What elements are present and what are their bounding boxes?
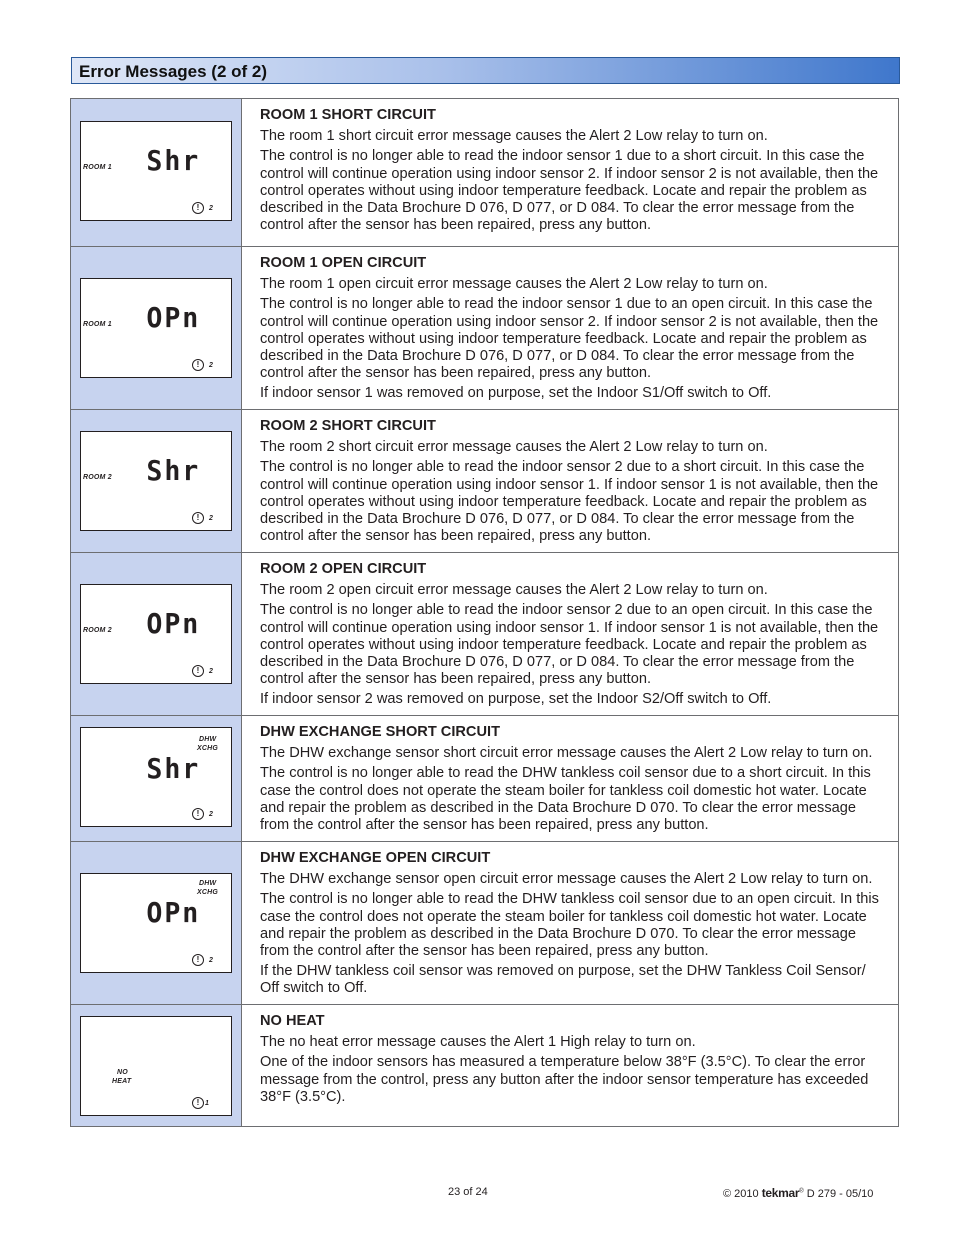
error-summary: The no heat error message causes the Alert 1 High relay to turn on. [260,1034,696,1051]
error-heading: ROOM 2 OPEN CIRCUIT [260,561,427,577]
error-summary: The DHW exchange sensor short circuit error message causes the Alert 2 Low relay to turn on. [260,745,873,762]
error-description [242,247,898,409]
error-note: If indoor sensor 2 was removed on purpose, set the Indoor S2/Off switch to Off. [260,691,772,708]
error-description [242,99,898,246]
error-detail: The control is no longer able to read the indoor sensor 2 due to an open circuit. In this case the control will continue operation using indoor sensor 1. If indoor sensor 1 is not available, then the control operates without using indoor temperature feedback. Locate and repair the problem as described in the Data Brochure D 076, D 077, or D 084. To clear the error message from the control after the sensor has been repaired, press any button. [260,602,879,688]
error-row-no-heat [71,1004,898,1126]
lcd-display [80,584,232,684]
error-note: If the DHW tankless coil sensor was removed on purpose, set the DHW Tankless Coil Sensor/ Off switch to Off. [260,963,866,997]
error-summary: The room 1 open circuit error message causes the Alert 2 Low relay to turn on. [260,276,768,293]
error-heading: ROOM 1 OPEN CIRCUIT [260,255,427,271]
lcd-label-bottom: XCHG [197,745,219,752]
lcd-label-top: DHW [199,880,217,887]
lcd-label: ROOM 1 [83,164,112,171]
lcd-error-code: Shr [146,454,201,487]
error-description [242,842,898,1004]
error-summary: The DHW exchange sensor open circuit error message causes the Alert 2 Low relay to turn on. [260,871,873,888]
alert-icon: ! [192,808,204,820]
alert-number: 2 [209,515,213,522]
alert-icon: ! [192,512,204,524]
error-description [242,553,898,715]
alert-icon: ! [192,359,204,371]
error-summary: The room 2 open circuit error message causes the Alert 2 Low relay to turn on. [260,582,768,599]
alert-number: 2 [209,362,213,369]
error-description [242,1005,898,1126]
error-table [70,98,899,1127]
lcd-error-code: OPn [146,607,201,640]
error-detail: The control is no longer able to read the indoor sensor 2 due to a short circuit. In this case the control will continue operation using indoor sensor 1. If indoor sensor 1 is not available, then the control operates without using indoor temperature feedback. Locate and repair the problem as described in the Data Brochure D 076, D 077, or D 084. To clear the error message from the control after the sensor has been repaired, press any button. [260,459,879,545]
section-title: Error Messages (2 of 2) [79,62,268,81]
lcd-cell [71,247,242,409]
error-detail: The control is no longer able to read the DHW tankless coil sensor due to a short circuit. In this case the control does not operate the steam boiler for tankless coil domestic hot water. Locate and repair the problem as described in the Data Brochure D 070. To clear the error message from the control after the sensor has been repaired, press any button. [260,765,871,834]
footer-copyright [723,1186,873,1200]
copyright-text: © 2010 [723,1188,759,1200]
lcd-display [80,278,232,378]
alert-icon: ! [192,1097,204,1109]
error-row-room1-open [71,246,898,409]
error-detail: The control is no longer able to read the indoor sensor 1 due to an open circuit. In this case the control will continue operation using indoor sensor 2. If indoor sensor 2 is not available, then the control operates without using indoor temperature feedback. Locate and repair the problem as described in the Data Brochure D 076, D 077, or D 084. To clear the error message from the control after the sensor has been repaired, press any button. [260,296,879,382]
lcd-cell [71,1005,242,1126]
lcd-error-code: Shr [146,752,201,785]
registered-mark: ® [799,1188,804,1195]
lcd-label: ROOM 2 [83,627,112,634]
lcd-display [80,873,232,973]
lcd-cell [71,842,242,1004]
lcd-cell [71,99,242,246]
lcd-label: ROOM 1 [83,321,112,328]
alert-icon: ! [192,954,204,966]
page-number: 23 of 24 [448,1186,488,1198]
error-row-room2-short [71,409,898,552]
lcd-display [80,431,232,531]
lcd-cell [71,553,242,715]
error-description [242,716,898,841]
error-heading: NO HEAT [260,1013,325,1029]
lcd-label-bottom: XCHG [197,889,219,896]
lcd-label-top: NO [117,1069,128,1076]
document-code: D 279 - 05/10 [806,1188,874,1200]
lcd-cell [71,716,242,841]
alert-number: 2 [209,668,213,675]
error-detail: One of the indoor sensors has measured a temperature below 38°F (3.5°C). To clear the error message from the control, press any button after the indoor sensor temperature has exceeded 38°F (3.5°C). [260,1054,869,1105]
error-row-dhw-short [71,715,898,841]
error-detail: The control is no longer able to read the indoor sensor 1 due to a short circuit. In this case the control will continue operation using indoor sensor 2. If indoor sensor 2 is not available, then the control operates without using indoor temperature feedback. Locate and repair the problem as described in the Data Brochure D 076, D 077, or D 084. To clear the error message from the control after the sensor has been repaired, press any button. [260,148,879,234]
alert-number: 2 [209,957,213,964]
brand-logo: tekmar [761,1186,800,1200]
error-row-room2-open [71,552,898,715]
error-detail: The control is no longer able to read the DHW tankless coil sensor due to an open circuit. In this case the control does not operate the steam boiler for tankless coil domestic hot water. Locate and repair the problem as described in the Data Brochure D 070. To clear the error message from the control after the sensor has been repaired, press any button. [260,891,879,960]
lcd-display [80,1016,232,1116]
alert-number: 1 [205,1100,209,1107]
error-description [242,410,898,552]
lcd-error-code: OPn [146,896,201,929]
alert-number: 2 [209,811,213,818]
lcd-label-top: DHW [199,736,217,743]
lcd-error-code: OPn [146,301,201,334]
section-header [71,57,900,84]
lcd-display [80,121,232,221]
alert-number: 2 [209,205,213,212]
lcd-label: ROOM 2 [83,474,112,481]
alert-icon: ! [192,202,204,214]
error-summary: The room 2 short circuit error message causes the Alert 2 Low relay to turn on. [260,439,768,456]
error-heading: ROOM 1 SHORT CIRCUIT [260,107,436,123]
error-summary: The room 1 short circuit error message causes the Alert 2 Low relay to turn on. [260,128,768,145]
lcd-error-code: Shr [146,144,201,177]
error-heading: DHW EXCHANGE OPEN CIRCUIT [260,850,491,866]
lcd-display [80,727,232,827]
lcd-label-bottom: HEAT [112,1078,132,1085]
error-row-room1-short [71,99,898,246]
lcd-cell [71,410,242,552]
error-note: If indoor sensor 1 was removed on purpose, set the Indoor S1/Off switch to Off. [260,385,772,402]
error-heading: ROOM 2 SHORT CIRCUIT [260,418,436,434]
error-row-dhw-open [71,841,898,1004]
error-heading: DHW EXCHANGE SHORT CIRCUIT [260,724,500,740]
alert-icon: ! [192,665,204,677]
